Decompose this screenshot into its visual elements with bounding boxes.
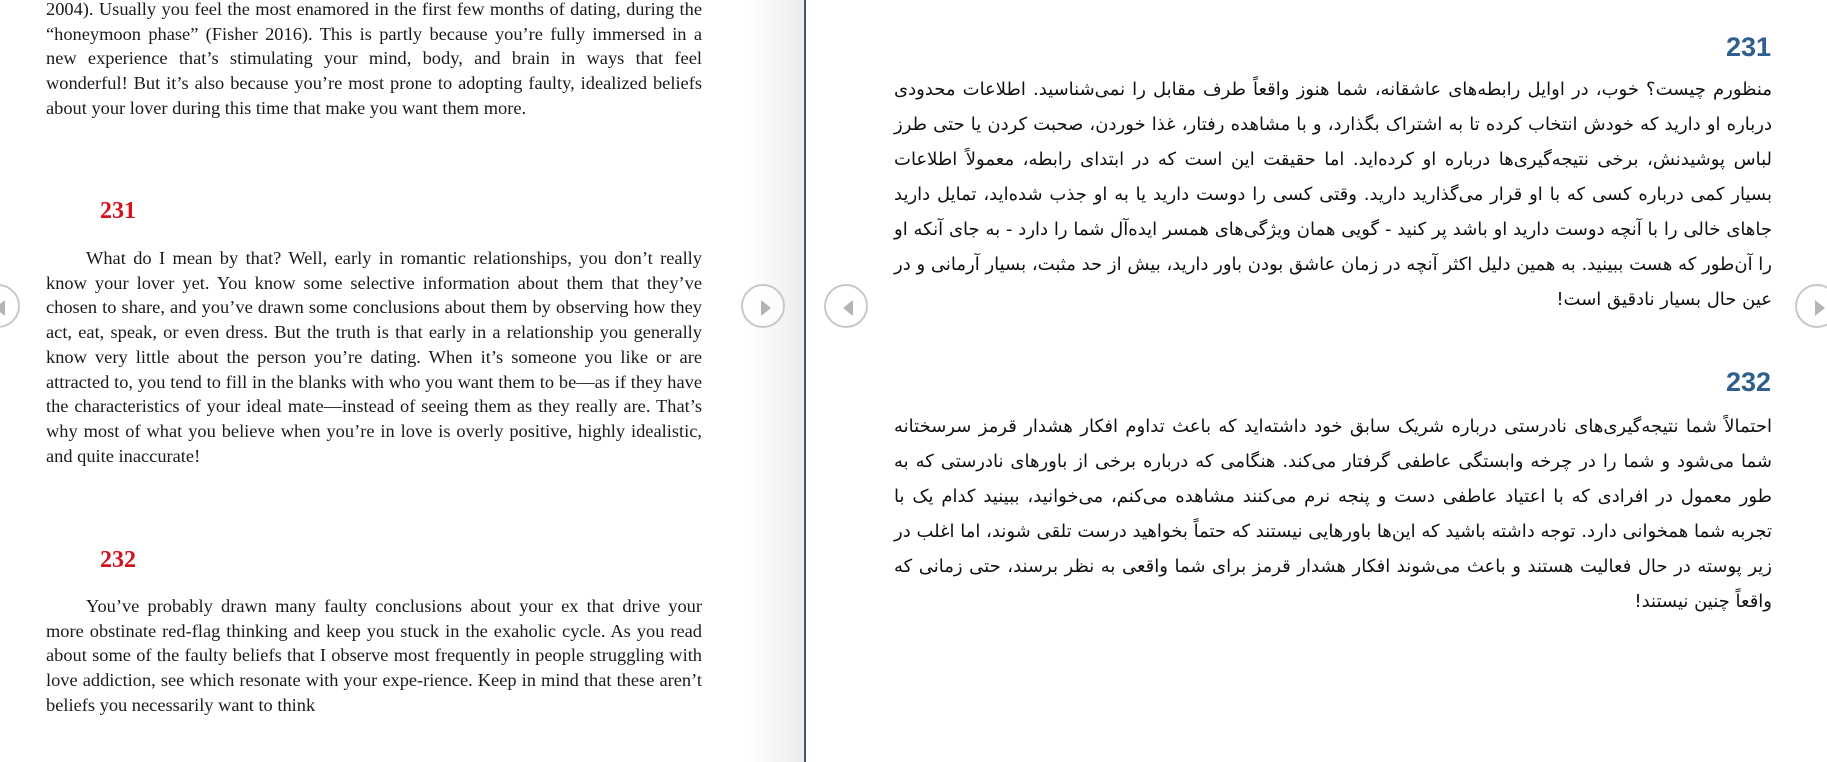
section-heading-232: 232 [100, 547, 136, 573]
section-232-paragraph: You’ve probably drawn many faulty conclusions about your ex that drive your more obstinate red-flag thinking and keep you stuck in the exaholic cycle. As you read about some of the faulty beliefs that I observe most frequently in people struggling with love addiction, see which resonate with your expe-rience. Keep in mind that these aren’t beliefs you necessarily want to think [46, 596, 702, 715]
chevron-right-icon [743, 286, 787, 330]
section-heading-231: 231 [100, 198, 136, 224]
chevron-left-icon [826, 286, 870, 330]
left-page-prev-button[interactable] [0, 284, 20, 328]
left-page-next-button[interactable] [741, 284, 785, 328]
chevron-left-icon [0, 286, 22, 330]
right-page-prev-button[interactable] [824, 284, 868, 328]
persian-page [806, 0, 1827, 762]
persian-section-231-paragraph: منظورم چیست؟ خوب، در اوایل رابطه‌های عاشقانه، شما هنوز واقعاً طرف مقابل را نمی‌شناسید. اطلاعات محدودی درباره او دارید که خودش انتخاب کرده تا به اشتراک بگذارد، و با مشاهده رفتار، غذا خوردن، صحبت کردن یا حتی طرز لباس پوشیدنش، برخی نتیجه‌گیری‌ها درباره او کرده‌اید. اما حقیقت این است که در ابتدای رابطه، معمولاً اطلاعات بسیار کمی درباره کسی که با او قرار می‌گذارید دارید. وقتی کسی را دوست دارید یا به او جذب شده‌اید، تمایل دارید جاهای خالی را با آنچه دوست دارید او باشد پر کنید - گویی همان ویژگی‌های همسر ایده‌آل شما را دارد - به جای آنکه او را آن‌طور که هست ببینید. به همین دلیل اکثر آنچه در زمان عاشق بودن باور دارید، بیش از حد مثبت، بسیار آرمانی و در عین حال بسیار نادقیق است! [894, 79, 1772, 310]
right-page-next-button[interactable] [1795, 284, 1827, 328]
chevron-right-icon [1797, 286, 1827, 330]
intro-paragraph: 2004). Usually you feel the most enamored in the first few months of dating, during the “honeymoon phase” (Fisher 2016). This is partly because you’re fully immersed in a new experience that’s stimulating your mind, body, and brain in ways that feel wonderful! But it’s also because you’re most prone to adopting faulty, idealized beliefs about your lover during this time that make you want them more. [46, 0, 702, 118]
persian-section-heading-231: 231 [1725, 32, 1771, 62]
section-231-paragraph: What do I mean by that? Well, early in romantic relationships, you don’t really know your lover yet. You know some selective information about them that they’ve chosen to share, and you’ve drawn some conclusions about them by observing how they act, eat, speak, or even dress. But the truth is that early in a relationship you generally know very little about the person you’re dating. When it’s someone you like or are attracted to, you tend to fill in the blanks with who you want them to be—as if they have the characteristics of your ideal mate—instead of seeing them as they really are. That’s why most of what you believe when you’re in love is overly positive, highly idealistic, and quite inaccurate! [46, 248, 702, 466]
persian-section-heading-232: 232 [1725, 367, 1771, 397]
persian-section-232-paragraph: احتمالاً شما نتیجه‌گیری‌های نادرستی درباره شریک سابق خود داشته‌اید که باعث تداوم افکار هشدار قرمز سرسختانه شما می‌شود و شما را در چرخه وابستگی عاطفی گرفتار می‌کند. هنگامی که درباره برخی از باورهای نادرستی که به طور معمول در افرادی که با اعتیاد عاطفی دست و پنجه نرم می‌کنند مشاهده می‌کنم، می‌خوانید، ببینید کدام یک با تجربه شما همخوانی دارد. توجه داشته باشید که این‌ها باورهایی نیستند که حتماً بخواهید درست تلقی شوند، اما اغلب در زیر پوسته در حال فعالیت هستند و باعث می‌شوند افکار هشدار قرمز برای شما واقعی به نظر برسند، حتی زمانی که واقعاً چنین نیستند! [894, 416, 1772, 612]
english-page [0, 0, 804, 762]
